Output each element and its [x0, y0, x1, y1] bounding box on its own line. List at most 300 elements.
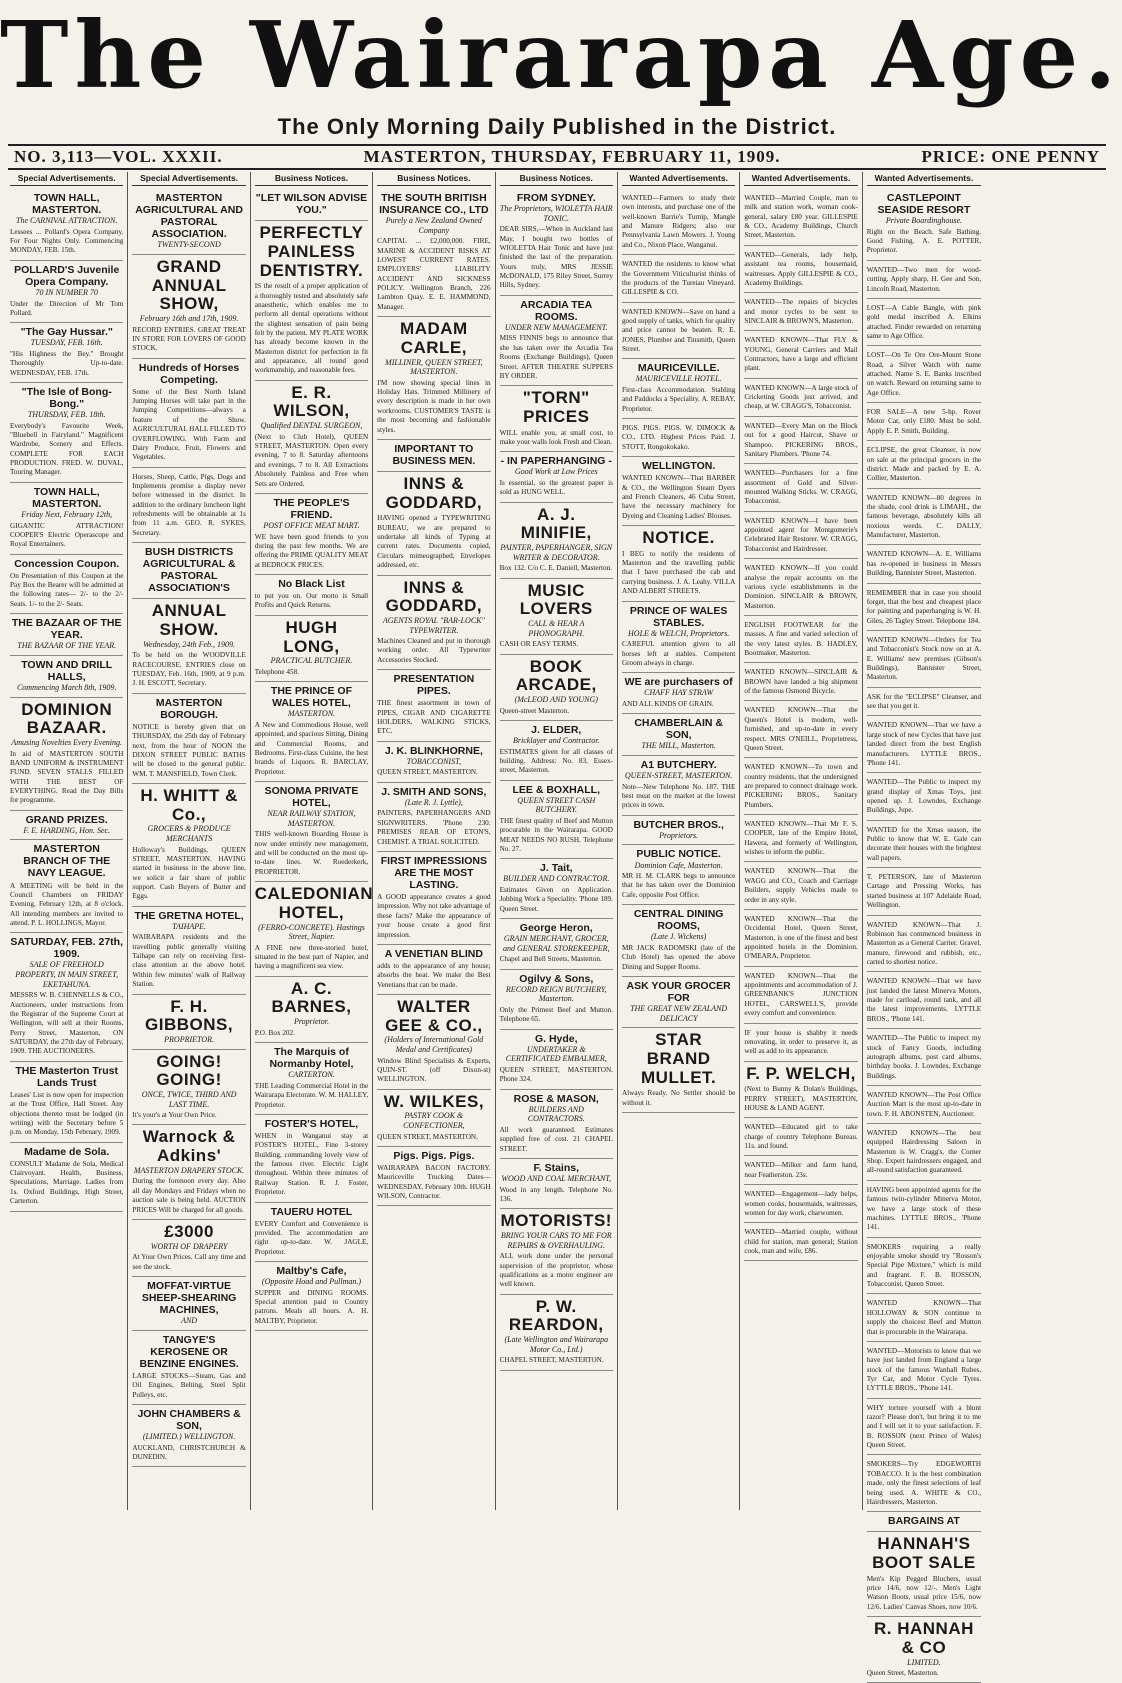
ad-heading: ASK YOUR GROCER FOR	[626, 980, 731, 1005]
ad-subheading: (Opposite Hoad and Pullman.)	[261, 1277, 362, 1287]
ad-subheading: (Late Wellington and Wairarapa Motor Co., Ltd.)	[504, 1335, 609, 1354]
ad-heading: CENTRAL DINING ROOMS,	[633, 908, 724, 933]
ad-subheading: QUEEN-STREET, MASTERTON.	[624, 771, 733, 781]
advertisement	[744, 1118, 857, 1156]
advertisement	[10, 483, 123, 555]
advertisement	[744, 1185, 857, 1223]
ad-body: MR JACK RADOMSKI (late of the Club Hotel) has opened the above Dining and Supper Rooms.	[621, 943, 736, 971]
ad-subheading: HOLE & WELCH, Proprietors.	[628, 628, 730, 638]
ad-body: CAREFUL attention given to all horses left at stables. Competent Groom always in charge.	[621, 640, 736, 667]
ad-heading: ANNUAL SHOW.	[151, 601, 227, 640]
ad-body: WANTED—Purchasers for a fine assortment of Gold and Silver-mounted Walking Sticks. W. CRAGG, Tobacconist.	[744, 469, 858, 506]
advertisement	[867, 441, 981, 488]
advertisement	[744, 189, 857, 246]
advertisement	[500, 452, 613, 502]
ad-subheading: AGENTS ROYAL "BAR-LOCK" TYPEWRITER.	[382, 615, 485, 635]
ad-body: Note—New Telephone No. 187. THE best meat on the market at the lowest prices in town.	[621, 782, 736, 810]
ad-body: ECLIPSE, the great Cleanser, is now on sale at the principal grocers in the district. Made and packed by E. A. Collier, Masterton.	[866, 446, 982, 483]
ad-body: REMEMBER that in case you should forget, that the best and cheapest place for painting and paperhanging is W. H. Giles, 26 Tagley Street. Telephone 184.	[866, 588, 982, 625]
ad-body: During the forenoon every day. Also all day Mondays and Fridays when no auction sale is being held. AUCTION PRICES Will be charged for all goods.	[132, 1177, 246, 1214]
ad-body: WANTED—Educated girl to take charge of country Telephone Bureau. 11s. and found.	[744, 1123, 858, 1151]
ad-subheading: Qualified DENTAL SURGEON,	[260, 421, 363, 431]
ad-heading: WALTER GEE & CO.,	[385, 997, 483, 1035]
ad-heading: Madame de Sola.	[24, 1145, 110, 1158]
ad-subheading: Private Boardinghouse.	[885, 216, 962, 226]
ad-heading: J. K. BLINKHORNE,	[384, 744, 483, 757]
ad-subheading: 70 IN NUMBER 70	[35, 287, 98, 297]
advertisement	[744, 758, 857, 815]
advertisement	[867, 1029, 981, 1086]
ad-heading: Hundreds of Horses Competing.	[138, 361, 240, 386]
advertisement	[255, 381, 368, 494]
column-header: Wanted Advertisements.	[744, 172, 857, 186]
ad-subheading: Commencing March 8th, 1909.	[16, 682, 117, 692]
ad-heading: - IN PAPERHANGING -	[500, 455, 612, 468]
advertisement	[132, 468, 245, 544]
ad-body: GIGANTIC ATTRACTION! COOPER'S Electric Operascope and Royal Entertainers.	[10, 521, 124, 549]
ad-body: ENGLISH FOOTWEAR for the masses. A fine and varied selection of the very latest styles. B. HADLEY, Bootmaker, Masterton.	[744, 620, 858, 658]
ad-subheading: Good Work at Low Prices	[514, 467, 598, 477]
ad-heading: PRINCE OF WALES STABLES.	[629, 604, 728, 629]
ad-body: (Next to Bunny & Dolan's Buildings, PERRY STREET), MASTERTON, HOUSE & LAND AGENT.	[744, 1085, 858, 1112]
ad-subheading: February 16th and 17th, 1909.	[139, 313, 239, 323]
issue-info-bar	[8, 144, 1106, 170]
ad-subheading: UNDER NEW MANAGEMENT.	[504, 322, 608, 332]
advertisement	[867, 1124, 981, 1181]
ad-body: MR H. M. CLARK begs to announce that he has taken over the Dominion Cafe, opposite Post Office.	[621, 872, 736, 899]
ad-body: ASK for the "ECLIPSE" Cleanser, and see that you get it.	[866, 692, 982, 711]
ad-body: WANTED KNOWN—Orders for Tea and Tobacconist's Stock now on at A. E. Williams' new premises (Gibson's Buildings), Bannister Street, Masterton.	[866, 635, 982, 682]
ad-body: Holloway's Buildings, QUEEN STREET, MASTERTON. HAVING started in business in the above line, we solicit a fair share of public support. Cash Buyers of Butter and Eggs.	[132, 845, 246, 901]
ad-body: CONSULT Madame de Sola, Medical Clairvoyant. Health, Business, Speculations, Marriage. Ladies from 1s. Oxford Buildings, High Street, Carterton.	[10, 1159, 124, 1206]
ad-body: I'M now showing special lines in Holiday Hats. Trimmed Millinery of every description is made in her own workrooms. CUSTOMER'S TASTE is the most becoming and fashionable styles.	[377, 378, 491, 434]
ad-heading: "TORN" PRICES	[522, 388, 590, 426]
advertisement	[622, 602, 735, 674]
advertisement	[132, 543, 245, 599]
ad-heading: ROSE & MASON,	[513, 1092, 599, 1105]
ad-body: WANTED KNOWN—That we have a large stock of new Cycles that have just landed direct from the best English manufacturers. LYTTLE BROS., 'Phone 141.	[866, 721, 982, 767]
column-header: Business Notices.	[255, 172, 368, 186]
ad-heading: F. H. GIBBONS,	[145, 996, 234, 1035]
advertisement	[622, 359, 735, 419]
ad-body: It's your's at Your Own Price.	[132, 1111, 217, 1120]
ad-heading: MASTERTON AGRICULTURAL AND PASTORAL ASSOCIATION.	[135, 192, 243, 241]
ad-body: Right on the Beach. Safe Bathing. Good Fishing. A. E. POTTER, Proprietor.	[866, 227, 982, 255]
ad-subheading: BRING YOUR CARS TO ME FOR REPAIRS & OVERHAULING.	[500, 1231, 612, 1250]
advertisement	[132, 1331, 245, 1405]
advertisement	[867, 346, 981, 403]
ad-body: WANTED—The repairs of bicycles and motor cycles to be sent to SINCLAIR & BROWN'S, Masterton.	[744, 298, 858, 325]
ad-body: WANTED KNOWN—A large stock of Cricketing Goods just arrived, and cheap, at W. CRAGG'S, Tobacconist.	[744, 383, 858, 411]
advertisement	[867, 189, 981, 261]
ad-heading: W. WILKES,	[383, 1091, 485, 1111]
ad-subheading: QUEEN STREET CASH BUTCHERY.	[517, 795, 596, 815]
ad-subheading: MILLINER, QUEEN STREET, MASTERTON.	[385, 357, 483, 377]
column-2	[128, 172, 250, 1510]
advertisement	[255, 1262, 368, 1331]
ad-subheading: NEAR RAILWAY STATION, MASTERTON.	[267, 809, 356, 828]
advertisement	[867, 1294, 981, 1341]
ad-heading: MOTORISTS!	[500, 1211, 612, 1231]
ad-body: ALL work done under the personal supervision of the proprietor, whose qualifications as a motor engineer are well known.	[499, 1252, 613, 1289]
ad-body: WANTED KNOWN—The Post Office Auction Mart is the most up-to-date in town. F. H. ABONSTEN, Auctioneer.	[866, 1090, 982, 1118]
ad-body: Men's Kip Pegged Bluchers, usual price 14/6, now 12/-. Men's Light Watson Boots, usual price 15/6, now 12/6. Ladies' Canvas Shoes, now 10/6.	[866, 1574, 982, 1611]
column-header: Business Notices.	[500, 172, 613, 186]
advertisement	[377, 945, 490, 995]
ad-heading: NOTICE.	[642, 528, 715, 548]
advertisement	[622, 419, 735, 457]
ad-heading: STAR BRAND MULLET.	[641, 1030, 717, 1087]
ad-subheading: (LIMITED.) WELLINGTON.	[142, 1432, 236, 1442]
ad-body: WANTED—The Public to inspect my grand display of Xmas Toys, just opened up. J. Lowndes, Exchange Buildings, Jupe.	[866, 778, 982, 815]
ad-heading: TAUERU HOTEL	[270, 1205, 353, 1218]
ad-body: QUEEN STREET, MASTERTON. Phone 324.	[499, 1065, 613, 1084]
advertisement	[255, 575, 368, 616]
ad-subheading: CHAFF HAY STRAW	[644, 688, 714, 698]
ad-heading: MADAM CARLE,	[400, 319, 468, 357]
ad-body: T. PETERSON, late of Masterton Cartage and Pressing Works, has started business at 107 Adelaide Road, Wellington.	[866, 873, 982, 910]
ad-subheading: PAINTER, PAPERHANGER, SIGN WRITER & DECORATOR.	[500, 543, 613, 562]
advertisement	[867, 261, 981, 299]
ad-subheading: MAURICEVILLE HOTEL.	[635, 374, 722, 384]
ad-heading: A. J. MINIFIE,	[520, 504, 592, 543]
advertisement	[132, 784, 245, 907]
ad-heading: INNS & GODDARD,	[385, 577, 483, 616]
ad-heading: PERFECTLY PAINLESS DENTISTRY.	[259, 223, 364, 280]
ad-heading: Pigs. Pigs. Pigs.	[393, 1149, 475, 1162]
ad-body: WHEN in Wanganui stay at FOSTER'S HOTEL, Fine 3-storey Building, commanding lovely view of the famous river. Electric Light throughout. Within three minutes of Railway Station. R. J. Foster, Proprietor.	[254, 1131, 369, 1197]
ad-body: A New and Commodious House, well appointed, and spacious Sitting, Dining and Commercial Rooms, and Bedrooms. First-class Cuisine, the best brands of Liquors. R. BARCLAY, Proprietor.	[254, 720, 369, 776]
ad-body: WANTED—Married Couple, man to milk and station work, woman cook-general, salary £80 year. GILLESPIE & CO., Academy Buildings, Church Street, Masterton.	[744, 194, 858, 240]
ad-body: adds to the appearance of any house; absorbs the heat. We make the Best Venetians that can be made.	[377, 961, 491, 989]
column-4	[373, 172, 495, 1510]
advertisement	[867, 545, 981, 583]
ad-body: WANTED KNOWN—I have been appointed agent for Montgomerie's Celebrated Hair Restorer. W. CRAGG, Tobacconist and Hairdresser.	[744, 516, 858, 553]
advertisement	[132, 1050, 245, 1126]
advertisement	[622, 714, 735, 756]
ad-body: WANTED KNOWN—A. E. Williams has re-opened in business in Messrs Building, Bannister Street, Masterton.	[866, 550, 982, 578]
advertisement	[255, 221, 368, 381]
ad-body: DEAR SIRS,—When in Auckland last May, I bought two bottles of WIOLETTA Hair Tonic and have just finished the last of the preparation. Yours truly, MRS JESSIE McDONALD, 175 Riley Street, Surrey Hills, Sydney.	[499, 225, 613, 290]
advertisement	[500, 1090, 613, 1159]
ad-heading: "LET WILSON ADVISE YOU."	[255, 192, 368, 217]
advertisement	[867, 972, 981, 1029]
ad-body: QUEEN STREET, MASTERTON.	[377, 1132, 478, 1141]
ad-heading: CASTLEPOINT SEASIDE RESORT	[877, 192, 971, 217]
ad-body: Some of the Best North Island Jumping Horses will take part in the Jumping Competitions—always a feature of the Show. AGRICULTURAL HALL FILLED TO OVERFLOWING. With Farm and Dairy Produce, Fruit, Flowers and Vegetables.	[132, 387, 246, 462]
advertisement	[622, 1028, 735, 1113]
advertisement	[744, 862, 857, 909]
advertisement	[744, 967, 857, 1024]
ad-heading: WELLINGTON.	[641, 460, 716, 473]
ad-subheading: Amusing Novelties Every Evening.	[11, 737, 123, 747]
ad-body: Is essential, so the greatest paper is sold as HUNG WELL.	[499, 479, 613, 497]
advertisement	[500, 503, 613, 579]
ad-heading: BUTCHER BROS.,	[633, 818, 724, 831]
advertisement	[867, 1238, 981, 1295]
ad-subheading: THE GREAT NEW ZEALAND DELICACY	[630, 1004, 728, 1023]
ad-subheading: MASTERTON DRAPERY STOCK.	[133, 1165, 245, 1175]
ad-subheading: TAIHAPE.	[172, 921, 206, 931]
ad-heading: THE SOUTH BRITISH INSURANCE CO., LTD	[379, 192, 489, 217]
ad-heading: ARCADIA TEA ROOMS.	[520, 298, 593, 323]
advertisement	[500, 970, 613, 1030]
column-8	[863, 172, 985, 1678]
ad-heading: TANGYE'S KEROSENE OR BENZINE ENGINES.	[139, 1333, 239, 1370]
advertisement	[255, 977, 368, 1043]
advertisement	[500, 1030, 613, 1090]
ad-heading: THE GRETNA HOTEL,	[134, 909, 244, 922]
advertisement	[867, 1342, 981, 1399]
ad-heading: George Heron,	[519, 922, 593, 935]
ad-subheading: RECORD REIGN BUTCHERY, Masterton.	[505, 984, 607, 1004]
advertisement	[255, 682, 368, 782]
ad-body: A GOOD appearance creates a good impression. Why not take advantage of these facts? Make the appearance of your house create a good first impression.	[377, 893, 491, 939]
ad-heading: "The Isle of Bong-Bong."	[21, 385, 112, 411]
advertisement	[254, 882, 374, 977]
advertisement	[744, 1024, 857, 1062]
ad-body: WANTED KNOWN—That the appointments and accommodation of J. GREENBANK'S JUNCTION HOTEL, CARSWELL'S, provide every comfort and convenience.	[744, 971, 858, 1018]
ad-subheading: F. E. HARDING, Hon. Sec.	[23, 825, 111, 835]
ad-body: WANTED—Every Man on the Block out for a good Haircut, Shave or Shampoo. PICKERING BROS., Sanitary Plumbers. 'Phone 74.	[744, 421, 858, 458]
masthead-tagline: The Only Morning Daily Published in the District.	[277, 114, 837, 139]
ad-subheading: PRACTICAL BUTCHER.	[270, 656, 353, 666]
advertisement	[377, 995, 490, 1090]
ad-body: Machines Cleaned and put in thorough working order. All Typewriter Accessories Stocked.	[377, 637, 491, 664]
ad-heading: GRAND ANNUAL SHOW,	[151, 256, 227, 314]
ad-body: WANTED KNOWN—SINCLAIR & BROWN have landed a big shipment of the famous Osmond Bicycle.	[744, 668, 858, 696]
ad-body: Under the Direction of Mr Tom Pollard.	[10, 299, 124, 317]
advertisement	[867, 1181, 981, 1238]
ad-body: to put you on. Our motto is Small Profits and Quick Returns.	[254, 592, 369, 610]
ad-subheading: The CARNIVAL ATTRACTION.	[16, 216, 118, 226]
ad-body: At Your Own Prices. Call any time and see the stock.	[132, 1253, 246, 1271]
ad-subheading: ONCE, TWICE, THIRD AND LAST TIME.	[141, 1089, 237, 1109]
issue-price: PRICE: ONE PENNY	[921, 147, 1100, 166]
ad-heading: INNS & GODDARD,	[385, 474, 483, 512]
advertisement	[500, 386, 613, 452]
ad-subheading: PASTRY COOK & CONFECTIONER,	[403, 1111, 465, 1130]
advertisement	[622, 457, 735, 526]
ad-body: WANTED KNOWN—The best equipped Hairdressing Saloon in Masterton is W. Cragg's, the Corner Shop. Expert hairdressers engaged, and all-round satisfaction guaranteed.	[866, 1129, 982, 1175]
advertisement	[10, 1143, 123, 1212]
advertisement	[622, 905, 735, 977]
ad-heading: TOWN AND DRILL HALLS,	[21, 658, 113, 683]
ad-body: WAIRARAPA BACON FACTORY. Mauriceville Trucking Dates—WEDNESDAY, February 10th. HUGH WILSON, Contractor.	[377, 1163, 491, 1201]
advertisement	[744, 379, 857, 417]
ad-body: WANTED—Engagement—lady helps, women cooks, housemaids, waitresses, women for day work, charwomen.	[744, 1190, 858, 1217]
advertisement	[10, 933, 123, 1061]
advertisement	[255, 1115, 368, 1203]
advertisement	[622, 845, 735, 905]
ad-body: WAIRARAPA residents and the travelling public generally visiting Taihape can rely on receiving first-class attention at the above hotel. Within few minutes' walk of Railway Station.	[132, 933, 246, 989]
ad-body: LOST—On Te Ore Ore-Mount Stone Road, a Silver Watch with name attached. Name S. E. Banks inscribed on watch. Reward on returning same to Age Office.	[866, 351, 982, 397]
ad-body: WANTED KNOWN—That the Occidental Hotel, Queen Street, Masterton, is one of the finest and best appointed hotels in the Dominion. O'MEARA, Proprietor.	[744, 914, 858, 961]
ad-body: Chapel and Bell Streets, Masterton.	[499, 955, 602, 964]
advertisement	[10, 811, 123, 841]
ad-subheading: Proprietor.	[293, 1017, 329, 1027]
ad-body: ESTIMATES given for all classes of building. Address: No. 83, Essex-street, Masterton.	[499, 747, 613, 775]
ad-heading: MAURICEVILLE.	[637, 362, 720, 375]
ad-heading: DOMINION BAZAAR.	[21, 699, 113, 738]
ad-body: WANTED KNOWN—That HOLLOWAY & SON continue to supply the choicest Beef and Mutton that is procurable in the Wairarapa.	[866, 1299, 982, 1336]
ad-body: CHAPEL STREET, MASTERTON.	[499, 1356, 604, 1365]
advertisement	[500, 1295, 613, 1371]
ad-heading: TOWN HALL, MASTERTON.	[32, 192, 102, 217]
ad-body: Estimates Given on Application. Jobbing Work a Speciality. 'Phone 189. Queen Street.	[499, 886, 613, 913]
advertisement	[867, 631, 981, 688]
advertisement	[255, 189, 368, 221]
advertisement	[744, 512, 857, 559]
ad-body: Queen-street Masterton.	[499, 706, 570, 715]
ad-subheading: THE MILL, Masterton.	[641, 741, 716, 751]
advertisement	[377, 852, 490, 945]
advertisement	[867, 821, 981, 868]
advertisement	[744, 293, 857, 331]
ad-body: MESSRS W. B. CHENNELLS & CO., Auctioneers, under instructions from the Registrar of the Supreme Court at Wellington, will sell at their Rooms, Perry Street, Masterton, ON SATURDAY, the 27th day of February, 1909. THE AUCTIONEERS.	[10, 991, 124, 1056]
advertisement	[10, 1062, 123, 1143]
ad-body: SMOKERS—Try EDGEWORTH TOBACCO. It is the best combination made, only the finest selections of leaf being used. A. WHITE & CO., Hairdressers, Masterton.	[866, 1460, 982, 1506]
ad-body: Telephone 458.	[254, 667, 299, 676]
ad-heading: GOING! GOING!	[156, 1051, 222, 1090]
ad-heading: A. C. BARNES,	[271, 978, 352, 1017]
ad-body: FOR SALE—A new 5-hp. Rover Motor Car, only £180. Must be sold. Apply E. P. Smith, Building.	[866, 408, 982, 435]
advertisement-columns	[6, 172, 1108, 1678]
advertisement	[867, 299, 981, 346]
ad-heading: J. Tait,	[540, 862, 573, 875]
ad-body: THIS well-known Boarding House is now under entirely new management, and will be conducted on the most up-to-date lines. W. Roederkerk, PROPRIETOR.	[254, 830, 369, 876]
ad-subheading: SALE OF FREEHOLD PROPERTY, IN MAIN STREET, EKETAHUNA.	[15, 960, 119, 989]
column-header: Special Advertisements.	[10, 172, 123, 186]
advertisement	[255, 616, 368, 682]
ad-body: AUCKLAND, CHRISTCHURCH & DUNEDIN.	[132, 1443, 246, 1461]
column-6	[618, 172, 740, 1510]
advertisement	[255, 1203, 368, 1263]
ad-subheading: POST OFFICE MEAT MART.	[263, 521, 360, 531]
advertisement	[500, 721, 613, 781]
advertisement	[622, 977, 735, 1028]
ad-heading: HANNAH'S BOOT SALE	[872, 1534, 976, 1572]
advertisement	[500, 655, 613, 721]
ad-body: AND ALL KINDS OF GRAIN.	[621, 700, 714, 708]
ad-subheading: Proprietors.	[659, 830, 699, 840]
advertisement	[744, 331, 857, 378]
ad-body: WANTED—Motorists to know that we have just landed from England a large stock of the famous Wanhall Rubes, Tyr Car, and Motor Cycle Tyres. LYTTLE BROS., 'Phone 141.	[866, 1346, 982, 1393]
ad-heading: F. Stains,	[533, 1161, 580, 1174]
ad-heading: WE are purchasers of	[624, 676, 733, 689]
ad-body: WHY torture yourself with a blunt razor? Please don't, but bring it to me and I will set it to your satisfaction. F. B. ROSSON (next Prince of Wales) Queen Street.	[866, 1403, 982, 1450]
ad-body: WANTED KNOWN—That the WAGG and CO., Coach and Carriage Builders, supply Vehicles made to order in any style.	[744, 867, 858, 904]
ad-heading: Warnock & Adkins'	[142, 1127, 236, 1166]
ad-heading: H. WHITT & Co.,	[140, 786, 238, 824]
ad-subheading: THURSDAY, FEB. 18th.	[27, 410, 106, 420]
ad-body: THE finest quality of Beef and Mutton procurable in the Wairarapa. GOOD MEAT NEEDS NO RUSH. Telephone No. 27.	[499, 816, 613, 853]
advertisement	[867, 489, 981, 546]
ad-body: WANTED the residents to know what the Government Viticulturist thinks of the products of the Tureiau Vineyard. GILLESPIE & CO.	[621, 260, 736, 297]
ad-body: PAINTERS, PAPERHANGERS AND SIGNWRITERS. 'Phone 230. PREMISES REAR OF ETON'S, CHEMIST. A TRIAL SOLICITED.	[377, 809, 491, 846]
ad-body: SMOKERS requiring a really enjoyable smoke should try "Rosson's Special Pipe Mixture," which is mild and fragrant. F. B. ROSSON, Tobacconist, Queen Street.	[866, 1242, 982, 1289]
advertisement	[132, 359, 245, 468]
ad-heading: BARGAINS AT	[888, 1515, 960, 1528]
ad-body: IF your house is shabby it needs renovating, in order to preserve it, as well as add to its appearance.	[744, 1028, 858, 1056]
advertisement	[744, 1062, 857, 1119]
advertisement	[867, 403, 981, 441]
ad-heading: CALEDONIAN HOTEL,	[254, 884, 374, 922]
ad-subheading: Friday Next, February 12th,	[21, 509, 113, 519]
ad-heading: MUSIC LOVERS	[519, 580, 593, 619]
column-header: Special Advertisements.	[132, 172, 245, 186]
advertisement	[377, 783, 490, 852]
ad-subheading: Bricklayer and Contractor.	[513, 735, 600, 745]
ad-heading: Ogilvy & Sons,	[519, 972, 594, 985]
column-header: Wanted Advertisements.	[622, 172, 735, 186]
advertisement	[622, 756, 735, 816]
ad-heading: JOHN CHAMBERS & SON,	[137, 1407, 241, 1432]
ad-heading: MOFFAT-VIRTUE SHEEP-SHEARING MACHINES,	[141, 1279, 237, 1316]
ad-body: WANTED KNOWN—That Mr F. S. COOPER, late of the Empire Hotel, Hawera, and formerly of Wellington, wishes to inform the public.	[744, 820, 858, 857]
advertisement	[132, 1220, 245, 1277]
ad-body: Only the Primest Beef and Mutton. Telephone 65.	[499, 1005, 613, 1024]
advertisement	[744, 417, 857, 464]
ad-heading: BOOK ARCADE,	[515, 656, 597, 695]
ad-subheading: BUILDERS AND CONTRACTORS.	[527, 1104, 585, 1124]
ad-body: WANTED KNOWN—Save on hand a good supply of tanks, which for quality and price cannot be beaten. R. E. JONES, Plumber and Tinsmith, Queen Street.	[621, 307, 736, 354]
advertisement	[377, 189, 490, 317]
ad-body: WANTED KNOWN—That we have just landed the latest Minerva Motors, made for cartload, round tank, and all the latest improvements. LYTTLE BROS., 'Phone 141.	[866, 977, 982, 1023]
ad-heading: J. ELDER,	[531, 723, 582, 736]
ad-body: WANTED KNOWN—That BARBER & CO., the Wellington Steam Dyers and French Cleaners, 46 Cuba Street, have the necessary machinery for Dyeing and Cleaning Ladies' Blouses.	[621, 474, 736, 520]
column-header: Business Notices.	[377, 172, 490, 186]
advertisement	[622, 255, 735, 302]
advertisement	[132, 694, 245, 784]
ad-body: WANTED—Two men for wood-cutting. Apply sharp, H. Gee and Son, Lincoln Road, Masterton.	[866, 265, 982, 293]
advertisement	[377, 317, 490, 440]
advertisement	[622, 673, 735, 714]
ad-body: CASH OR EASY TERMS.	[499, 640, 579, 649]
advertisement	[744, 464, 857, 511]
ad-subheading: (McLEOD AND YOUNG)	[514, 694, 598, 704]
ad-body: I BEG to notify the residents of Masterton and the travelling public that I have purchased the cab and carrying business. J. A. Leahy. VILLA AND ALBERT STREETS.	[621, 549, 736, 596]
ad-subheading: TOBACCONIST,	[406, 756, 461, 766]
advertisement	[867, 584, 981, 631]
ad-body: WANTED—Farmers to study their own interests, and purchase one of the well-known Barrie's Turnip, Mangle and Manure Ridgers; also our Pennsylvania Lawn Mowers. J. Young and Co., Nixon Place, Wanganui.	[621, 194, 736, 249]
advertisement	[744, 701, 857, 758]
ad-body: WANTED—The Public to inspect my stock of Fancy Goods, including autograph albums, post card albums, birthday books. J. Lowndes, Exchange Buildings.	[866, 1034, 982, 1080]
ad-body: WILL enable you, at small cost, to make your walls look Fresh and Clean.	[499, 428, 613, 447]
advertisement	[867, 773, 981, 820]
ad-heading: THE PRINCE OF WALES HOTEL,	[270, 685, 353, 710]
ad-subheading: The Proprietors, WIOLETTA HAIR TONIC.	[499, 204, 613, 223]
advertisement	[255, 494, 368, 575]
ad-subheading: WOOD AND COAL MERCHANT,	[501, 1174, 612, 1184]
masthead-title: The Wairarapa Age.	[0, 1, 1122, 109]
ad-subheading: CALL & HEAR A PHONOGRAPH.	[528, 619, 585, 638]
advertisement	[500, 859, 613, 919]
ad-heading: P. W. REARDON,	[508, 1296, 604, 1335]
advertisement	[500, 1209, 613, 1294]
ad-body: On Presentation of this Coupon at the Pay Box the Bearer will be admitted at the following rates— 2/- to the 2/- Seats. 1/- to the 2/- Seats.	[10, 571, 124, 608]
ad-body: IS the result of a proper application of a thoroughly tested and absolutely safe anaesthetic, which enables me to perform all dental operations without the slightest sensation of pain being felt by the patient. MY PLATE WORK has already become known in the Masterton district for perfection in fit and appearance, all round good workmanship, and reasonable fees.	[254, 282, 369, 375]
advertisement	[867, 1532, 981, 1617]
advertisement	[10, 261, 123, 323]
advertisement	[867, 1617, 981, 1683]
advertisement	[10, 614, 123, 656]
ad-body: SUPPER and DINING ROOMS. Special attention paid to Country patrons. Meals all hours. A. H. MALTBY, Proprietor.	[254, 1288, 369, 1325]
ad-body: First-class Accommodation. Stabling and Paddocks a Speciality. A. REBAY, Proprietor.	[621, 386, 736, 413]
advertisement	[867, 1512, 981, 1532]
ad-subheading: LIMITED.	[907, 1657, 941, 1667]
ad-subheading: GRAIN MERCHANT, GROCER, and GENERAL STOREKEEPER,	[502, 934, 610, 953]
